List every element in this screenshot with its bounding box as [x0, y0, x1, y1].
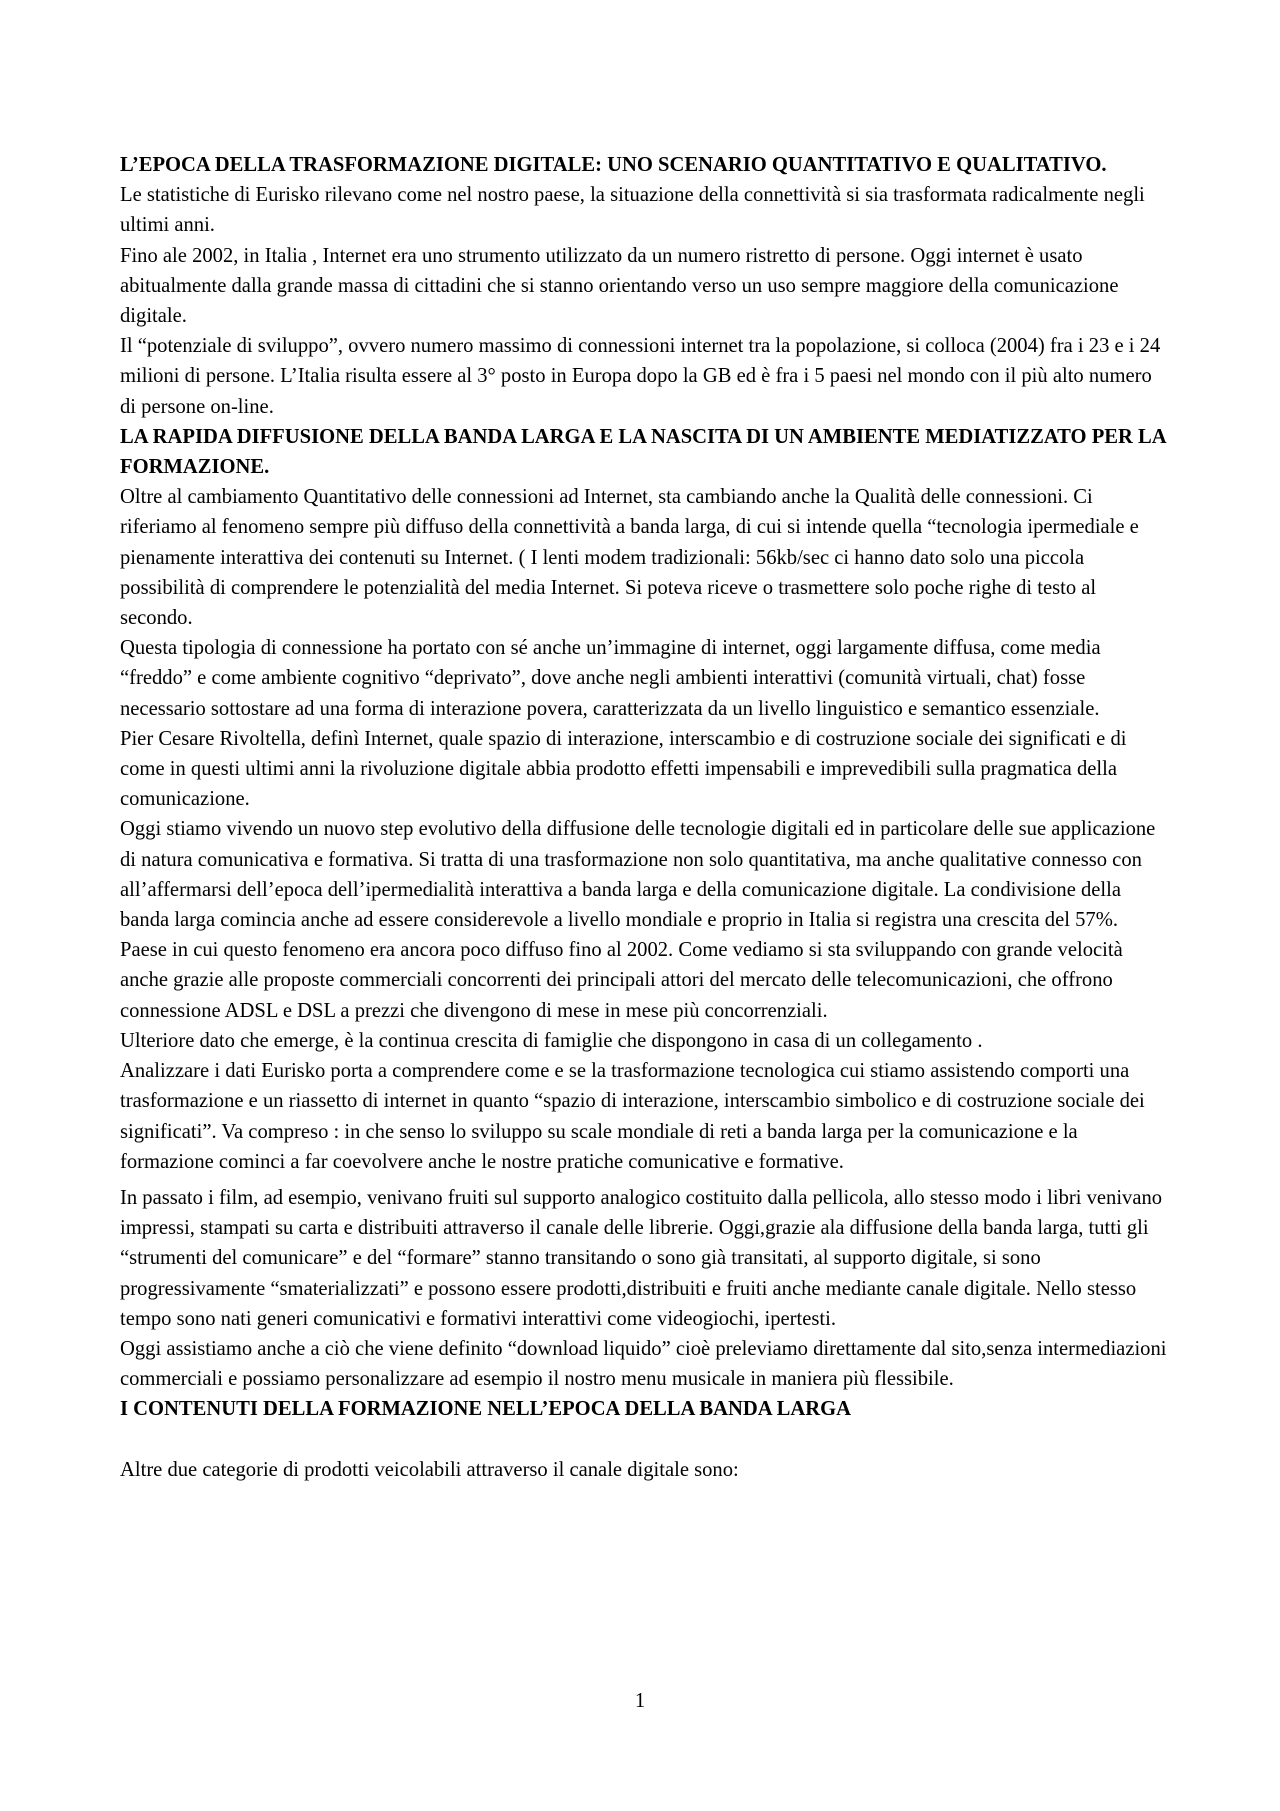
paragraph: Fino ale 2002, in Italia , Internet era uno strumento utilizzato da un numero ristretto di persone. Oggi internet è usato abitualmente dalla grande massa di cittadini che si stanno orientando verso un uso sempre maggiore della comunicazione digitale. [120, 244, 1119, 328]
paragraph: Oltre al cambiamento Quantitativo delle connessioni ad Internet, sta cambiando anche la Qualità delle connessioni. Ci riferiamo al fenomeno sempre più diffuso della connettività a banda larga, di cui si intende quella “tecnologia ipermediale e pienamente interattiva dei contenuti su Internet. ( I lenti modem tradizionali: 56kb/sec ci hanno dato solo una piccola possibilità di comprendere le potenzialità del media Internet. Si poteva riceve o trasmettere solo poche righe di testo al secondo. [120, 486, 1139, 630]
paragraph: In passato i film, ad esempio, venivano fruiti sul supporto analogico costituito dalla pellicola, allo stesso modo i libri venivano impressi, stampati su carta e distribuiti attraverso il canale delle librerie. Oggi,grazie ala diffusione della banda larga, tutti gli “strumenti del comunicare” e del “formare” stanno transitando o sono già transitati, al supporto digitale, si sono progressivamente “smaterializzati” e possono essere prodotti,distribuiti e fruiti anche mediante canale digitale. Nello stesso tempo sono nati generi comunicativi e formativi interattivi come videogiochi, ipertesti. [120, 1186, 1163, 1330]
section-heading-broadband-diffusion: LA RAPIDA DIFFUSIONE DELLA BANDA LARGA E LA NASCITA DI UN AMBIENTE MEDIATIZZATO PER LA FORMAZIONE. [120, 425, 1166, 479]
paragraph: Il “potenziale di sviluppo”, ovvero numero massimo di connessioni internet tra la popolazione, si colloca (2004) fra i 23 e i 24 milioni di persone. L’Italia risulta essere al 3° posto in Europa dopo la GB ed è fra i 5 paesi nel mondo con il più alto numero di persone on-line. [120, 335, 1161, 418]
paragraph: Pier Cesare Rivoltella, definì Internet, quale spazio di interazione, interscambio e di costruzione sociale dei significati e di come in questi ultimi anni la rivoluzione digitale abbia prodotto effetti impensabili e imprevedibili sulla pragmatica della comunicazione. [120, 727, 1127, 811]
paragraph: Ulteriore dato che emerge, è la continua crescita di famiglie che dispongono in casa di un collegamento . [120, 1029, 983, 1052]
document-body [120, 150, 1170, 1485]
paragraph: Analizzare i dati Eurisko porta a comprendere come e se la trasformazione tecnologica cui stiamo assistendo comporti una trasformazione e un riassetto di internet in quanto “spazio di interazione, interscambio simbolico e di costruzione sociale dei significati”. Va compreso : in che senso lo sviluppo su scale mondiale di reti a banda larga per la comunicazione e la formazione cominci a far coevolvere anche le nostre pratiche comunicative e formative. [120, 1060, 1145, 1173]
section-heading-digital-transformation: L’EPOCA DELLA TRASFORMAZIONE DIGITALE: UNO SCENARIO QUANTITATIVO E QUALITATIVO. [120, 154, 1107, 176]
paragraph: Oggi assistiamo anche a ciò che viene definito “download liquido” cioè preleviamo direttamente dal sito,senza intermediazioni commerciali e possiamo personalizzare ad esempio il nostro menu musicale in maniera più flessibile. [120, 1337, 1167, 1391]
paragraph: Questa tipologia di connessione ha portato con sé anche un’immagine di internet, oggi largamente diffusa, come media “freddo” e come ambiente cognitivo “deprivato”, dove anche negli ambienti interattivi (comunità virtuali, chat) fosse necessario sottostare ad una forma di interazione povera, caratterizzata da un livello linguistico e semantico essenziale. [120, 637, 1101, 720]
section-heading-training-contents: I CONTENUTI DELLA FORMAZIONE NELL’EPOCA DELLA BANDA LARGA [120, 1398, 852, 1421]
page-number: 1 [634, 1690, 646, 1712]
blank-line [120, 1425, 1170, 1455]
paragraph: Altre due categorie di prodotti veicolabili attraverso il canale digitale sono: [120, 1458, 739, 1481]
paragraph: Oggi stiamo vivendo un nuovo step evolutivo della diffusione delle tecnologie digitali ed in particolare delle sue applicazione di natura comunicativa e formativa. Si tratta di una trasformazione non solo quantitativa, ma anche qualitative connesso con all’affermarsi dell’epoca dell’ipermedialità interattiva a banda larga e della comunicazione digitale. La condivisione della banda larga comincia anche ad essere considerevole a livello mondiale e proprio in Italia si registra una crescita del 57%. Paese in cui questo fenomeno era ancora poco diffuso fino al 2002. Come vediamo si sta sviluppando con grande velocità anche grazie alle proposte commerciali concorrenti dei principali attori del mercato delle telecomunicazioni, che offrono connessione ADSL e DSL a prezzi che divengono di mese in mese più concorrenziali. [120, 818, 1156, 1022]
paragraph: Le statistiche di Eurisko rilevano come nel nostro paese, la situazione della connettività si sia trasformata radicalmente negli ultimi anni. [120, 184, 1145, 237]
